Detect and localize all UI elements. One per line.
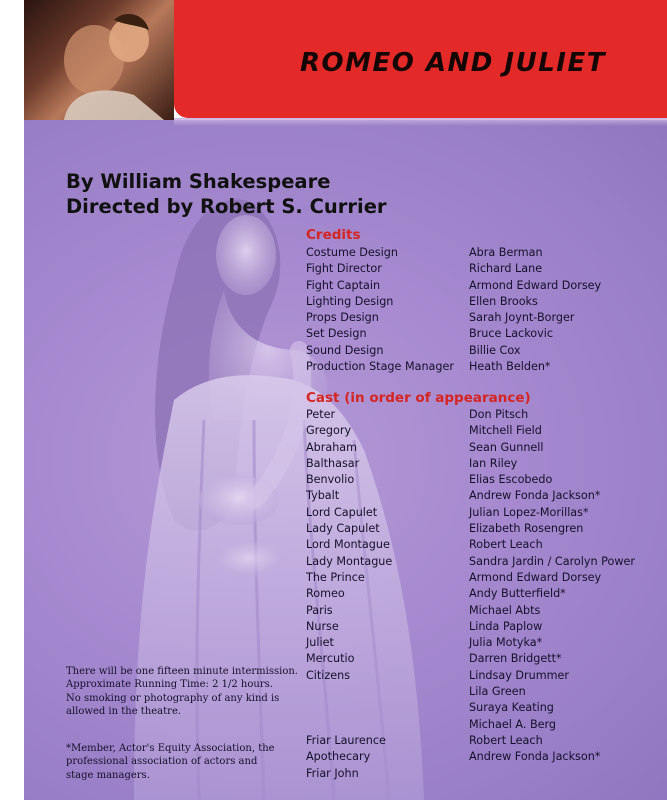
author-line: By William Shakespeare <box>66 170 331 193</box>
credit-name: Billie Cox <box>469 343 521 357</box>
cast-role: Apothecary <box>306 750 371 764</box>
cast-role: Mercutio <box>306 652 355 666</box>
page-title: ROMEO AND JULIET <box>300 48 606 78</box>
note-line: Approximate Running Time: 2 1/2 hours. <box>66 679 273 691</box>
cast-role: Gregory <box>306 424 352 438</box>
intermission-note <box>66 665 306 719</box>
note-line: professional association of actors and <box>66 756 258 768</box>
cast-role: Abraham <box>306 440 358 454</box>
cast-name: Lindsay Drummer <box>469 668 569 682</box>
credit-role: Props Design <box>306 311 379 325</box>
cast-name: Don Pitsch <box>469 408 529 421</box>
cast-name: Andrew Fonda Jackson* <box>469 489 601 503</box>
cast-name: Andy Butterfield* <box>469 587 566 601</box>
cast-spacer <box>306 717 392 733</box>
cast-role: Juliet <box>306 636 334 650</box>
credit-role: Lighting Design <box>306 294 394 308</box>
cast-name: Sandra Jardin / Carolyn Power <box>469 554 635 568</box>
cast-name: Sean Gunnell <box>469 440 544 454</box>
credit-name: Bruce Lackovic <box>469 327 553 341</box>
note-line: There will be one fifteen minute intermission. <box>66 666 298 677</box>
credit-role: Fight Captain <box>306 278 381 292</box>
credit-role: Costume Design <box>306 246 398 259</box>
cast-name: Michael Abts <box>469 603 541 617</box>
cast-name: Michael A. Berg <box>469 717 557 731</box>
cast-name: Robert Leach <box>469 538 543 552</box>
cast-role: Nurse <box>306 619 339 633</box>
cast-name: Robert Leach <box>469 733 543 747</box>
cast-role: Tybalt <box>306 489 340 503</box>
cast-role: Friar John <box>306 766 359 780</box>
cast-role: Benvolio <box>306 473 355 487</box>
cast-role: Lord Capulet <box>306 505 378 519</box>
credits-roles <box>306 245 454 375</box>
cast-role: Lady Montague <box>306 554 393 568</box>
cast-role: Romeo <box>306 587 345 601</box>
cast-name: Andrew Fonda Jackson* <box>469 750 601 764</box>
cast-name: Suraya Keating <box>469 701 554 715</box>
credit-name: Ellen Brooks <box>469 294 538 308</box>
cast-role: Friar Laurence <box>306 733 386 747</box>
cast-name: Mitchell Field <box>469 424 542 438</box>
cast-name: Julian Lopez-Morillas* <box>469 505 589 519</box>
credit-name: Heath Belden* <box>469 360 551 374</box>
cast-name: Ian Riley <box>469 456 518 470</box>
cast-roles <box>306 407 392 782</box>
cast-name: Lila Green <box>469 685 526 699</box>
cast-heading: Cast (in order of appearance) <box>306 390 531 406</box>
cast-role: Peter <box>306 408 336 421</box>
cast-role: Balthasar <box>306 456 360 470</box>
credits-names <box>469 245 601 375</box>
note-line: No smoking or photography of any kind is <box>66 692 280 704</box>
cast-name: Armond Edward Dorsey <box>469 570 602 584</box>
credit-name: Abra Berman <box>469 246 543 259</box>
cast-names <box>469 407 635 766</box>
cast-name: Julia Motyka* <box>469 636 543 650</box>
cast-name: Linda Paplow <box>469 619 543 633</box>
credit-name: Richard Lane <box>469 262 543 276</box>
cast-role: Lord Montague <box>306 538 390 552</box>
cast-spacer <box>306 700 392 716</box>
credit-role: Set Design <box>306 327 367 341</box>
director-line: Directed by Robert S. Currier <box>66 195 387 218</box>
note-line: *Member, Actor's Equity Association, the <box>66 743 275 754</box>
credit-role: Production Stage Manager <box>306 360 454 374</box>
cast-name: Darren Bridgett* <box>469 652 562 666</box>
credits-heading: Credits <box>306 227 361 243</box>
cast-name: Elizabeth Rosengren <box>469 522 584 536</box>
banner-shadow <box>174 118 667 126</box>
cast-role: Lady Capulet <box>306 522 380 536</box>
credit-name: Sarah Joynt-Borger <box>469 311 575 325</box>
romeo-juliet-photo <box>24 0 174 120</box>
cast-spacer <box>306 684 392 700</box>
cast-name: Elias Escobedo <box>469 473 553 487</box>
cast-role: Paris <box>306 603 333 617</box>
credit-role: Fight Director <box>306 262 382 276</box>
credit-role: Sound Design <box>306 343 384 357</box>
equity-note <box>66 742 306 782</box>
cast-role: The Prince <box>306 570 365 584</box>
note-line: allowed in the theatre. <box>66 706 182 718</box>
credit-name: Armond Edward Dorsey <box>469 278 602 292</box>
cast-role: Citizens <box>306 668 351 682</box>
note-line: stage managers. <box>66 769 150 781</box>
